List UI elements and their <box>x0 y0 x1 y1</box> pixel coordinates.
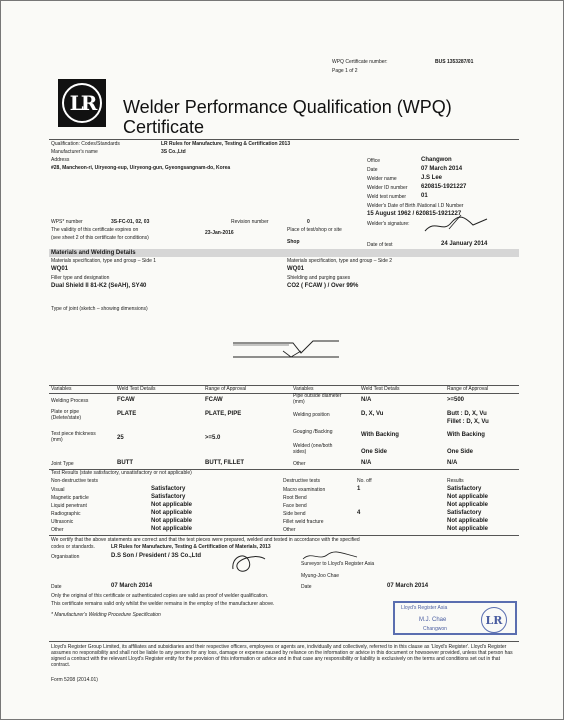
materials-header: Materials and Welding Details <box>51 250 136 256</box>
vars-row-test: N/A <box>361 460 372 466</box>
dt-name: Fillet weld fracture <box>283 519 324 525</box>
filler-value: Dual Shield II 81-K2 (SeAH), SY40 <box>51 283 147 289</box>
office-label: Office <box>367 158 380 164</box>
ndt-name: Radiographic <box>51 511 81 517</box>
results-header-count: No. off <box>357 478 372 484</box>
ndt-name: Visual <box>51 487 65 493</box>
material-side1-label: Materials specification, type and group – Side 1 <box>51 258 157 264</box>
vars-row-label: Gouging /Backing <box>293 429 333 435</box>
validity-value: 23-Jan-2016 <box>205 230 234 236</box>
dt-name: Side bend <box>283 511 306 517</box>
validity-note: (see sheet 2 of this certificate for conditions) <box>51 235 149 241</box>
organisation-signature <box>227 547 271 579</box>
vars-row-test: FCAW <box>117 397 135 403</box>
gas-label: Shielding and purging gases <box>287 275 351 281</box>
ndt-name: Magnetic particle <box>51 495 89 501</box>
dt-count: 4 <box>357 510 361 516</box>
welder-signature <box>421 213 491 235</box>
dt-count: 1 <box>357 486 361 492</box>
birth-value: 15 August 1962 / 620815-1921227 <box>367 211 462 217</box>
vars-row-label: Joint Type <box>51 461 74 467</box>
material-side1-value: WQ01 <box>51 266 69 272</box>
vars-row-label: Welding Process <box>51 398 89 404</box>
organisation-value: D.S Son / President / 3S Co.,Ltd <box>111 553 202 559</box>
welder-id-label: Welder ID number <box>367 185 408 191</box>
dt-result: Not applicable <box>447 494 489 500</box>
welder-id-value: 620815-1921227 <box>421 184 467 190</box>
wps-value: 3S-FC-01, 02, 03 <box>111 219 150 225</box>
footnote: * Manufacturer's Welding Procedure Specification <box>51 612 161 618</box>
birth-label: Welder's Date of Birth /National I.D Number <box>367 203 464 209</box>
dt-result: Not applicable <box>447 502 489 508</box>
results-header-ndt: Non-destructive tests <box>51 478 98 484</box>
vars-row-test: With Backing <box>361 432 399 438</box>
dt-result: Satisfactory <box>447 486 482 492</box>
office-value: Changwon <box>421 157 452 163</box>
place-label: Place of test/shop or site <box>287 227 342 233</box>
surveyor-name: Myung-Joo Chae <box>301 573 340 579</box>
lr-logo: LR <box>58 79 106 127</box>
joint-sketch <box>231 337 341 367</box>
qualification-value: LR Rules for Manufacture, Testing & Certification 2013 <box>161 141 291 147</box>
vars-row-test: One Side <box>361 449 388 455</box>
vars-header-6: Range of Approval <box>447 386 489 392</box>
ndt-name: Other <box>51 527 64 533</box>
surveyor-label: Surveyor to Lloyd's Register Asia <box>301 561 375 567</box>
vars-row-range: FCAW <box>205 397 223 403</box>
dt-name: Face bend <box>283 503 307 509</box>
vars-row-label: Welding position <box>293 412 330 418</box>
dt-name: Other <box>283 527 296 533</box>
vars-row-range: Fillet : D, X, Vu <box>447 419 489 425</box>
vars-row-test: N/A <box>361 397 372 403</box>
gas-value: CO2 ( FCAW ) / Over 99% <box>287 283 359 289</box>
certify-text-2: codes or standards. <box>51 544 95 550</box>
results-header-results: Results <box>447 478 464 484</box>
certify-rules: LR Rules for Manufacture, Testing & Certification of Materials, 2013 <box>111 544 271 550</box>
certificate-number-label: WPQ Certificate number: <box>332 59 388 65</box>
date-of-test-label: Date of test <box>367 242 393 248</box>
results-header-dt: Destructive tests <box>283 478 320 484</box>
revision-label: Revision number <box>231 219 269 225</box>
dt-result: Satisfactory <box>447 510 482 516</box>
place-value: Shop <box>287 239 300 245</box>
dt-name: Root Bend <box>283 495 307 501</box>
vars-row-range: >=500 <box>447 397 465 403</box>
welder-name-value: J.S Lee <box>421 175 443 181</box>
date-value: 07 March 2014 <box>421 166 463 172</box>
ndt-result: Not applicable <box>151 510 193 516</box>
vars-header-5: Weld Test Details <box>361 386 400 392</box>
certify-text: We certify that the above statements are correct and that the test pieces were prepared, welded and tested in accordance with the specified <box>51 537 360 543</box>
date-right-label: Date <box>301 584 312 590</box>
date-left-value: 07 March 2014 <box>111 583 153 589</box>
date-right-value: 07 March 2014 <box>387 583 429 589</box>
manufacturer-value: 3S Co.,Ltd <box>161 149 186 155</box>
vars-row-label: Welded (one/both sides) <box>293 443 333 455</box>
vars-row-test: PLATE <box>117 411 137 417</box>
welder-name-label: Welder name <box>367 176 397 182</box>
vars-row-range: With Backing <box>447 432 485 438</box>
weld-test-number-value: 01 <box>421 193 428 199</box>
validity-label: The validity of this certificate expires on <box>51 227 139 233</box>
vars-row-range: N/A <box>447 460 458 466</box>
form-code: Form 5208 (2014.01) <box>51 677 98 683</box>
legal-disclaimer: Lloyd's Register Group Limited, its affiliates and subsidiaries and their respective officers, employees or agents are, individually and collectively, referred to in this clause as 'Lloyd's Register'. Lloyd's Register assumes no responsibility and shall not be liable to any person for any loss, damage or expense caused by reliance on the information or advice in this document or howsoever provided, unless that person has signed a contract with the relevant Lloyd's Register entity for the provision of this information or advice and in that case any responsibility or liability is exclusively on the terms and conditions set out in that contract. <box>51 644 513 668</box>
dt-name: Macro examination <box>283 487 326 493</box>
joint-label: Type of joint (sketch – showing dimensions) <box>51 306 148 312</box>
dt-result: Not applicable <box>447 518 489 524</box>
certificate-number: BUS 1353287/01 <box>435 59 474 65</box>
vars-row-range: >=5.0 <box>205 435 221 441</box>
address-value: #28, Mancheon-ri, Uiryeong-eup, Uiryeong-gun, Gyeongsangnam-do, Korea <box>51 165 231 171</box>
surveyor-signature <box>301 549 361 563</box>
organisation-label: Organisation <box>51 554 80 560</box>
vars-row-range: BUTT, FILLET <box>205 460 244 466</box>
weld-test-number-label: Weld test number <box>367 194 407 200</box>
vars-row-range: PLATE, PIPE <box>205 411 242 417</box>
certificate-title: Welder Performance Qualification (WPQ) Certificate <box>123 97 452 137</box>
ndt-result: Not applicable <box>151 518 193 524</box>
vars-row-label: Test piece thickness (mm) <box>51 431 96 443</box>
signature-label: Welder's signature: <box>367 221 410 227</box>
validity-note-2: This certificate remains valid only whilst the welder remains in the employ of the manufacturer above. <box>51 601 275 607</box>
date-label: Date <box>367 167 378 173</box>
revision-value: 0 <box>307 219 310 225</box>
ndt-name: Ultrasonic <box>51 519 74 525</box>
date-left-label: Date <box>51 584 62 590</box>
address-label: Address <box>51 157 70 163</box>
vars-row-test: BUTT <box>117 460 133 466</box>
vars-row-range: Butt : D, X, Vu <box>447 411 487 417</box>
qualification-label: Qualification: Codes/Standards <box>51 141 120 147</box>
dt-result: Not applicable <box>447 526 489 532</box>
ndt-result: Not applicable <box>151 502 193 508</box>
results-note: Test Results (state satisfactory, unsatisfactory or not applicable) <box>51 470 192 476</box>
ndt-name: Liquid penetrant <box>51 503 87 509</box>
wps-label: WPS* number <box>51 219 83 225</box>
vars-header-4: Variables <box>293 386 314 392</box>
filler-label: Filler type and designation <box>51 275 110 281</box>
vars-row-range: One Side <box>447 449 474 455</box>
vars-row-label: Plate or pipe (Delete/state) <box>51 409 82 421</box>
manufacturer-label: Manufacturer's name <box>51 149 98 155</box>
ndt-result: Satisfactory <box>151 486 186 492</box>
material-side2-label: Materials specification, type and group – Side 2 <box>287 258 393 264</box>
page-indicator: Page 1 of 2 <box>332 68 358 74</box>
vars-row-test: 25 <box>117 435 124 441</box>
vars-row-label: Pipe outside diameter (mm) <box>293 393 342 405</box>
vars-header-3: Range of Approval <box>205 386 247 392</box>
lloyds-register-stamp: Lloyd's Register Asia M.J. Chae Changwon LR <box>393 601 517 635</box>
stamp-logo: LR <box>481 607 507 633</box>
vars-row-test: D, X, Vu <box>361 411 384 417</box>
ndt-result: Satisfactory <box>151 494 186 500</box>
vars-header-1: Variables <box>51 386 72 392</box>
date-of-test-value: 24 January 2014 <box>441 241 488 247</box>
material-side2-value: WQ01 <box>287 266 305 272</box>
validity-note-1: Only the original of this certificate or authenticated copies are valid as proof of welder qualification. <box>51 593 269 599</box>
vars-row-label: Other <box>293 461 306 467</box>
ndt-result: Not applicable <box>151 526 193 532</box>
vars-header-2: Weld Test Details <box>117 386 156 392</box>
